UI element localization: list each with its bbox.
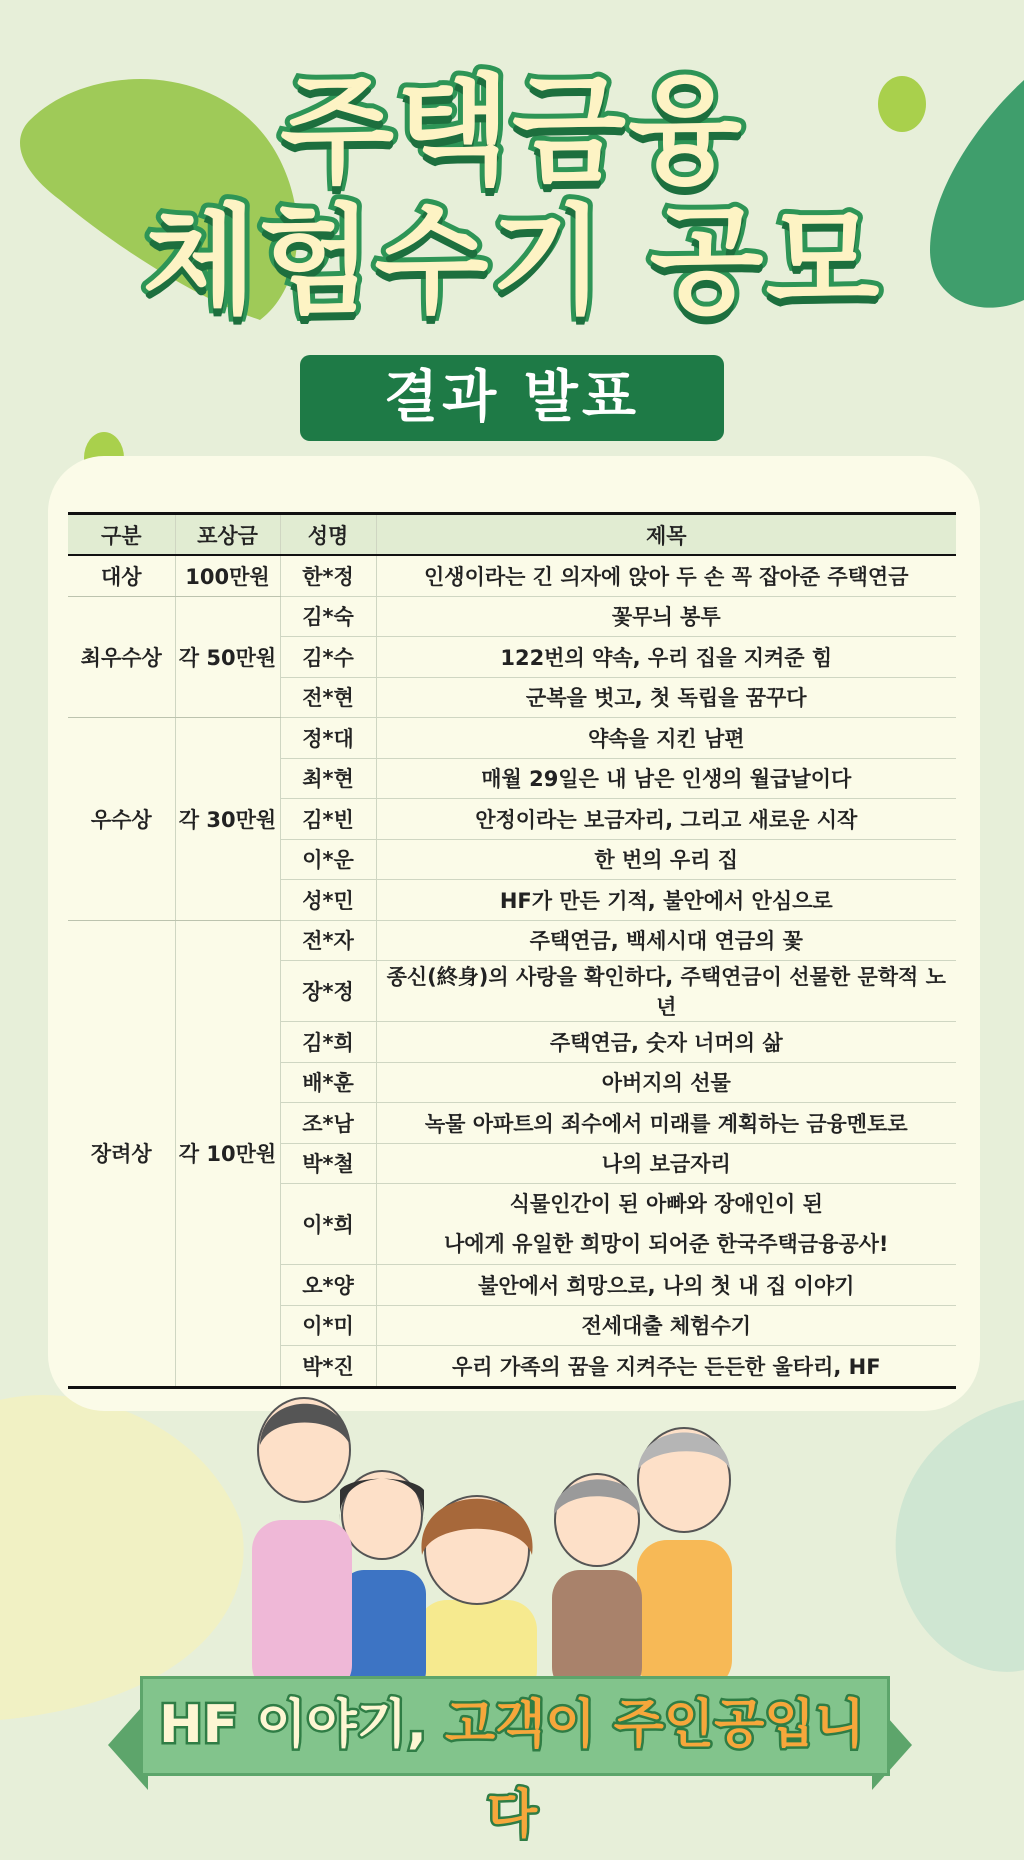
entry-title: [376, 1062, 956, 1103]
prize-amount: 각 10만원: [175, 920, 280, 1387]
entry-title-line: 주택연금, 숫자 너머의 삶: [549, 1030, 783, 1055]
awards-table: [68, 512, 956, 1389]
award-category: 장려상: [68, 920, 175, 1387]
grandmother-figure: [552, 1474, 642, 1695]
entry-title-line: 주택연금, 백세시대 연금의 꽃: [529, 929, 803, 954]
entry-title: [376, 1305, 956, 1346]
father-figure: [252, 1398, 352, 1695]
winner-name: 최*현: [280, 758, 376, 799]
winner-name: 박*진: [280, 1346, 376, 1388]
winner-name: 이*운: [280, 839, 376, 880]
entry-title: [376, 880, 956, 921]
table-row: [68, 555, 956, 596]
winner-name: 박*철: [280, 1143, 376, 1184]
entry-title-line: 군복을 벗고, 첫 독립을 꿈꾸다: [525, 686, 807, 711]
entry-title-line: 꽃무늬 봉투: [611, 605, 721, 630]
header-title: 제목: [376, 514, 956, 556]
winner-name: 한*정: [280, 555, 376, 596]
entry-title: [376, 555, 956, 596]
awards-table-body: [68, 555, 956, 1387]
entry-title: [376, 1184, 956, 1265]
entry-title-line: 매월 29일은 내 남은 인생의 월급날이다: [481, 767, 852, 792]
entry-title-line: 전세대출 체험수기: [581, 1314, 752, 1339]
entry-title-line: 한 번의 우리 집: [594, 848, 739, 873]
entry-title: [376, 596, 956, 637]
prize-amount: 각 30만원: [175, 718, 280, 921]
footer-slogan: [140, 1680, 884, 1845]
entry-title: [376, 799, 956, 840]
grandfather-figure: [637, 1428, 732, 1690]
entry-title-line: 인생이라는 긴 의자에 앉아 두 손 꼭 잡아준 주택연금: [424, 564, 909, 589]
header-prize: 포상금: [175, 514, 280, 556]
winner-name: 전*자: [280, 920, 376, 961]
table-row: [68, 596, 956, 637]
footer-slogan-part1: HF 이야기,: [159, 1695, 427, 1755]
award-category: 최우수상: [68, 596, 175, 718]
prize-amount: 100만원: [175, 555, 280, 596]
entry-title-line: 약속을 지킨 남편: [587, 726, 745, 751]
entry-title-line: 아버지의 선물: [601, 1071, 731, 1096]
entry-title: [376, 839, 956, 880]
entry-title-line: 나의 보금자리: [601, 1152, 731, 1177]
header-category: 구분: [68, 514, 175, 556]
mint-swirl-bottom-right: [896, 1400, 1024, 1672]
entry-title-line: 불안에서 희망으로, 나의 첫 내 집 이야기: [478, 1273, 855, 1298]
entry-title: [376, 637, 956, 678]
entry-title: [376, 677, 956, 718]
winner-name: 김*수: [280, 637, 376, 678]
entry-title: [376, 758, 956, 799]
entry-title-line: 나에게 유일한 희망이 되어준 한국주택금융공사!: [443, 1232, 889, 1256]
entry-title-line: HF가 만든 기적, 불안에서 안심으로: [499, 888, 833, 913]
entry-title: [376, 1265, 956, 1306]
winner-name: 정*대: [280, 718, 376, 759]
winner-name: 이*미: [280, 1305, 376, 1346]
mother-figure: [417, 1496, 537, 1700]
entry-title: [376, 1103, 956, 1144]
entry-title: [376, 920, 956, 961]
entry-title-line: 우리 가족의 꿈을 지켜주는 든든한 울타리, HF: [451, 1354, 881, 1379]
entry-title: [376, 718, 956, 759]
table-row: [68, 718, 956, 759]
main-title-line2: 체험수기 공모: [142, 192, 882, 330]
table-header-row: [68, 514, 956, 556]
entry-title-line: 122번의 약속, 우리 집을 지켜준 힘: [500, 645, 833, 670]
winner-name: 장*정: [280, 961, 376, 1022]
winner-name: 김*숙: [280, 596, 376, 637]
table-row: [68, 920, 956, 961]
award-category: 우수상: [68, 718, 175, 921]
entry-title-line: 식물인간이 된 아빠와 장애인이 된: [509, 1192, 823, 1216]
winner-name: 김*희: [280, 1022, 376, 1063]
winner-name: 오*양: [280, 1265, 376, 1306]
award-category: 대상: [68, 555, 175, 596]
entry-title-line: 안정이라는 보금자리, 그리고 새로운 시작: [475, 807, 858, 832]
result-announcement-banner: 결과 발표: [300, 355, 724, 441]
yellow-blob-bottom-left: [0, 1395, 244, 1720]
winner-name: 성*민: [280, 880, 376, 921]
entry-title: [376, 1022, 956, 1063]
prize-amount: 각 50만원: [175, 596, 280, 718]
winner-name: 조*남: [280, 1103, 376, 1144]
entry-title: [376, 1143, 956, 1184]
winner-name: 배*훈: [280, 1062, 376, 1103]
winner-name: 김*빈: [280, 799, 376, 840]
main-title-line1: 주택금융: [280, 62, 744, 200]
footer-slogan-part2: 고객이 주인공입니다: [444, 1695, 865, 1845]
entry-title: [376, 961, 956, 1022]
header-name: 성명: [280, 514, 376, 556]
entry-title-line: 종신(終身)의 사랑을 확인하다, 주택연금이 선물한 문학적 노년: [386, 965, 946, 1019]
daughter-figure: [340, 1471, 426, 1695]
family-of-five-illustration: [252, 1370, 772, 1700]
winner-name: 이*희: [280, 1184, 376, 1265]
winner-name: 전*현: [280, 677, 376, 718]
entry-title-line: 녹물 아파트의 죄수에서 미래를 계획하는 금융멘토로: [424, 1111, 908, 1136]
